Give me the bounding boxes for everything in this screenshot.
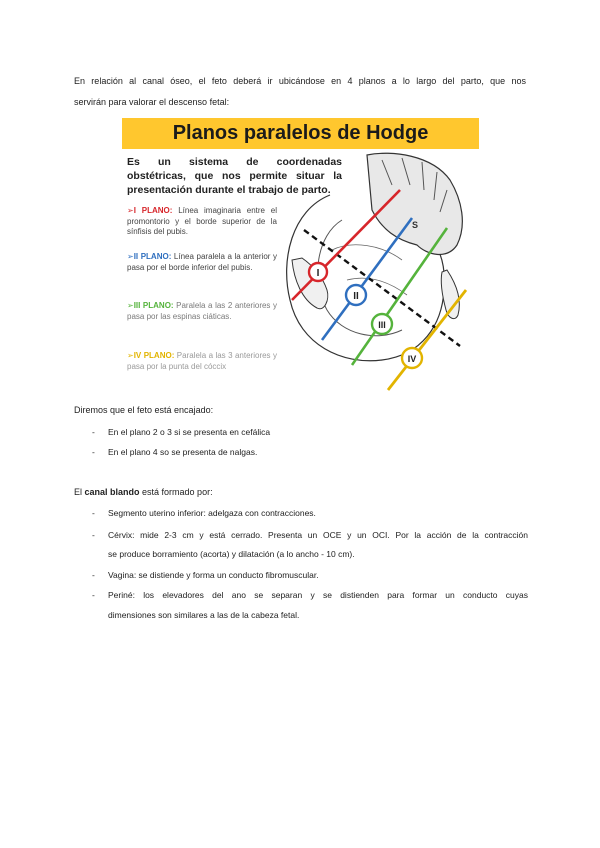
canal-item-2: Cérvix: mide 2-3 cm y está cerrado. Presenta un OCE y un OCI. Por la acción de la contracción bbox=[108, 530, 528, 540]
plane-1-line bbox=[292, 190, 400, 300]
bone-label: S bbox=[412, 220, 419, 230]
hodge-figure bbox=[122, 118, 479, 394]
canal-heading-bold: canal blando bbox=[84, 487, 140, 497]
plane-2-numeral: II bbox=[353, 291, 359, 302]
canal-item-1: Segmento uterino inferior: adelgaza con contracciones. bbox=[108, 508, 316, 518]
canal-dash-1: - bbox=[92, 508, 95, 518]
encajado-dash-1: - bbox=[92, 427, 95, 437]
plane-2-text bbox=[127, 252, 277, 273]
plane-2-desc: Línea paralela a la anterior y pasa por el borde inferior del pubis. bbox=[127, 252, 277, 272]
pelvis-diagram bbox=[272, 150, 479, 394]
canal-item-4: Periné: los elevadores del ano se separan y se distienden para formar un conducto cuyas bbox=[108, 590, 528, 600]
plane-4-text bbox=[127, 351, 277, 372]
sacrum-shape bbox=[367, 153, 462, 254]
plane-4-desc: Paralela a las 3 anteriores y pasa por la punta del cóccix bbox=[127, 351, 277, 371]
cavity-curve bbox=[332, 245, 407, 295]
plane-3-label: ➢III PLANO: bbox=[127, 301, 174, 310]
canal-heading-post: está formado por: bbox=[139, 487, 213, 497]
canal-item-4-cont: dimensiones son similares a las de la cabeza fetal. bbox=[108, 610, 300, 620]
figure-description: Es un sistema de coordenadas obstétricas, que nos permite situar la presentación durante el trabajo de parto. bbox=[127, 156, 342, 196]
canal-item-3: Vagina: se distiende y forma un conducto fibromuscular. bbox=[108, 570, 319, 580]
plane-2-label: ➢II PLANO: bbox=[127, 252, 172, 261]
encajado-dash-2: - bbox=[92, 447, 95, 457]
encajado-item-1: En el plano 2 o 3 si se presenta en cefálica bbox=[108, 427, 271, 437]
plane-3-text bbox=[127, 301, 277, 322]
plane-1-numeral: I bbox=[316, 268, 320, 279]
plane-4-line bbox=[388, 290, 466, 390]
encajado-item-2: En el plano 4 so se presenta de nalgas. bbox=[108, 447, 258, 457]
figure-title: Planos paralelos de Hodge bbox=[122, 118, 479, 149]
plane-3-desc: Paralela a las 2 anteriores y pasa por las espinas ciáticas. bbox=[127, 301, 277, 321]
plane-2-line bbox=[322, 218, 412, 340]
canal-heading-pre: El bbox=[74, 487, 85, 497]
canal-dash-4: - bbox=[92, 590, 95, 600]
plane-1-text bbox=[127, 206, 277, 238]
intro-line-2: servirán para valorar el descenso fetal: bbox=[74, 97, 230, 107]
intro-line-1: En relación al canal óseo, el feto deberá ir ubicándose en 4 planos a lo largo del parto, que nos bbox=[74, 76, 526, 86]
canal-dash-2: - bbox=[92, 530, 95, 540]
plane-1-label: ➢I PLANO: bbox=[127, 206, 173, 215]
plane-4-label: ➢IV PLANO: bbox=[127, 351, 175, 360]
canal-dash-3: - bbox=[92, 570, 95, 580]
plane-3-numeral: III bbox=[378, 320, 386, 330]
plane-4-numeral: IV bbox=[407, 354, 417, 364]
canal-heading bbox=[74, 487, 213, 497]
plane-1-desc: Línea imaginaria entre el promontorio y el borde superior de la sínfisis del pubis. bbox=[127, 206, 278, 236]
canal-item-2-cont: se produce borramiento (acorta) y dilatación (a lo ancho - 10 cm). bbox=[108, 549, 355, 559]
encajado-heading: Diremos que el feto está encajado: bbox=[74, 405, 214, 415]
